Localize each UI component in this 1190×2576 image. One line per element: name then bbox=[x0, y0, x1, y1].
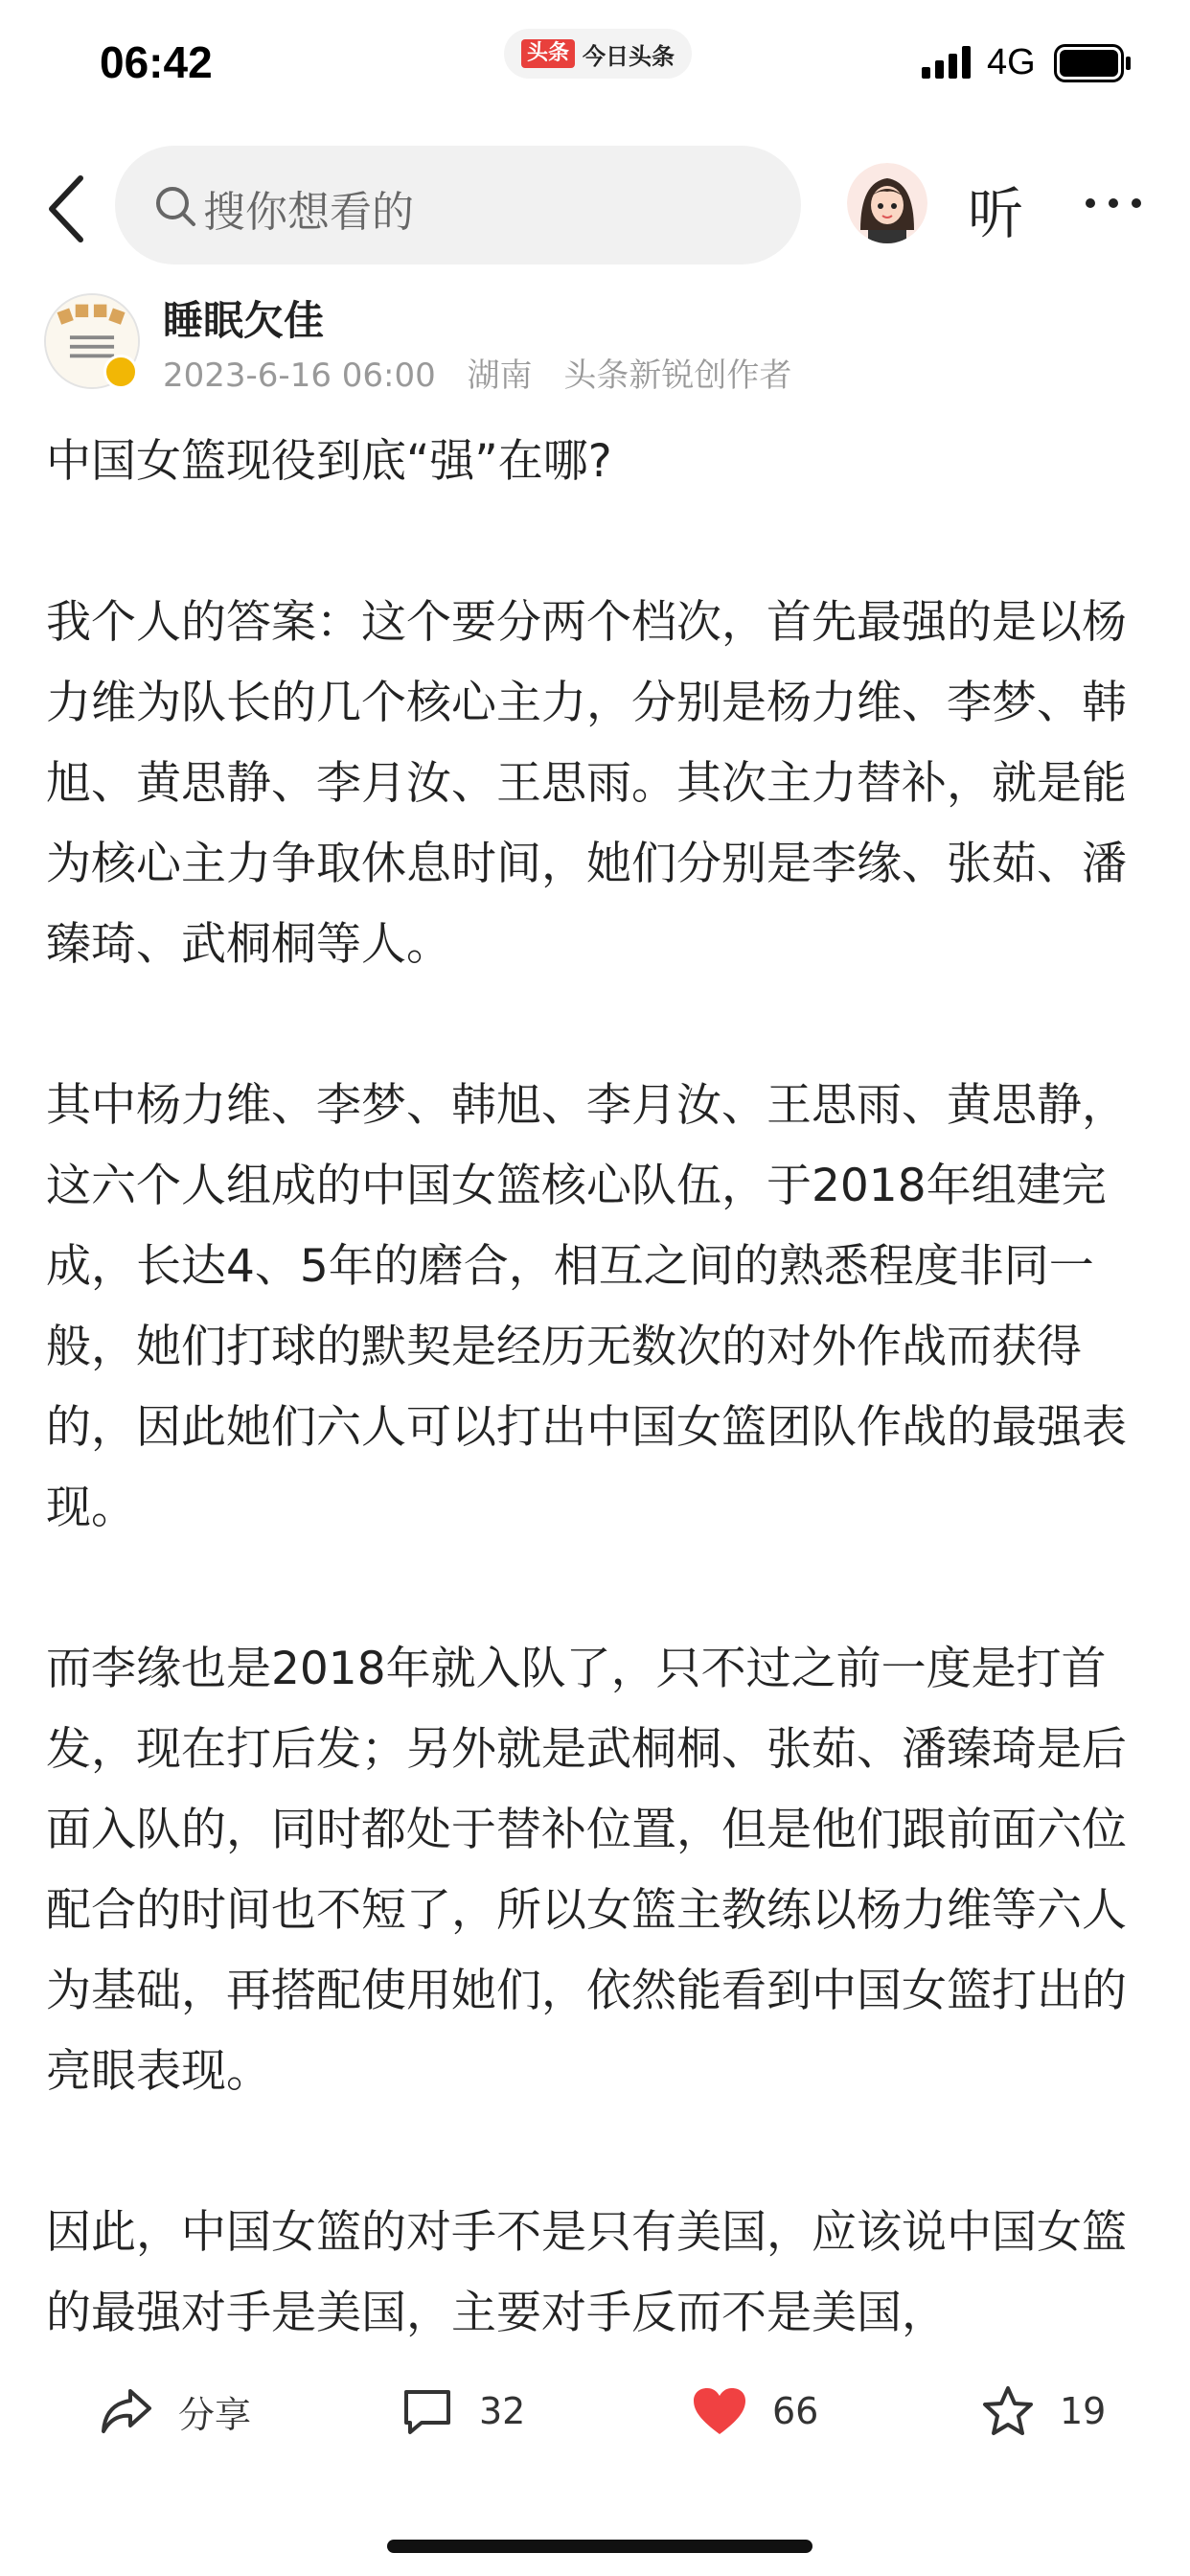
article-body bbox=[46, 422, 1148, 2434]
back-icon[interactable] bbox=[42, 172, 96, 245]
status-time: 06:42 bbox=[100, 37, 213, 87]
author-meta bbox=[163, 349, 812, 396]
search-placeholder: 搜你想看的 bbox=[203, 188, 414, 237]
favorite-count: 19 bbox=[1060, 2390, 1107, 2432]
author-badge: 头条新锐创作者 bbox=[563, 356, 792, 395]
status-bar bbox=[0, 0, 1190, 134]
action-bar bbox=[0, 2367, 1190, 2455]
share-button[interactable] bbox=[100, 2367, 251, 2455]
signal-icon bbox=[922, 46, 972, 79]
more-icon[interactable] bbox=[1083, 196, 1144, 211]
app-indicator[interactable] bbox=[504, 29, 692, 79]
publish-location: 湖南 bbox=[467, 356, 533, 395]
article-paragraph: 而李缘也是2018年就入队了，只不过之前一度是打首发，现在打后发；另外就是武桐桐、张茹、潘臻琦是后面入队的，同时都处于替补位置，但是他们跟前面六位配合的时间也不短了，所以女篮主教练以杨力维等六人为基础，再搭配使用她们，依然能看到中国女篮打出的亮眼表现。 bbox=[46, 1643, 1127, 2098]
nav-bar bbox=[0, 134, 1190, 278]
like-button[interactable] bbox=[692, 2367, 818, 2455]
heart-icon bbox=[692, 2386, 747, 2436]
battery-icon bbox=[1054, 44, 1133, 82]
publish-date: 2023-6-16 06:00 bbox=[163, 356, 436, 395]
favorite-button[interactable] bbox=[981, 2367, 1106, 2455]
listen-button[interactable]: 听 bbox=[968, 181, 1024, 246]
article-paragraph: 其中杨力维、李梦、韩旭、李月汝、王思雨、黄思静，这六个人组成的中国女篮核心队伍，于2018年组建完成，长达4、5年的磨合，相互之间的熟悉程度非同一般，她们打球的默契是经历无数次的对外作战而获得的，因此她们六人可以打出中国女篮团队作战的最强表现。 bbox=[46, 1079, 1127, 1534]
app-name: 今日头条 bbox=[583, 42, 675, 70]
app-logo: 头条 bbox=[521, 39, 575, 68]
search-icon bbox=[153, 184, 197, 228]
like-count: 66 bbox=[772, 2390, 819, 2432]
user-avatar[interactable] bbox=[847, 163, 927, 243]
article-title: 中国女篮现役到底“强”在哪? bbox=[46, 435, 612, 488]
article-paragraph: 我个人的答案：这个要分两个档次，首先最强的是以杨力维为队长的几个核心主力，分别是杨力维、李梦、韩旭、黄思静、李月汝、王思雨。其次主力替补，就是能为核心主力争取休息时间，她们分别是李缘、张茹、潘臻琦、武桐桐等人。 bbox=[46, 596, 1127, 971]
search-input[interactable] bbox=[115, 146, 801, 264]
network-label: 4G bbox=[987, 42, 1036, 82]
share-label: 分享 bbox=[178, 2393, 252, 2436]
comment-button[interactable] bbox=[400, 2367, 525, 2455]
share-icon bbox=[100, 2387, 153, 2435]
star-icon bbox=[981, 2385, 1035, 2437]
comment-icon bbox=[400, 2386, 454, 2436]
home-indicator[interactable] bbox=[387, 2540, 812, 2553]
article-paragraph: 因此，中国女篮的对手不是只有美国，应该说中国女篮的最强对手是美国，主要对手反而不是美国， bbox=[46, 2206, 1127, 2339]
verified-badge-icon bbox=[103, 355, 138, 389]
comment-count: 32 bbox=[479, 2390, 526, 2432]
author-name[interactable]: 睡眠欠佳 bbox=[163, 297, 325, 344]
